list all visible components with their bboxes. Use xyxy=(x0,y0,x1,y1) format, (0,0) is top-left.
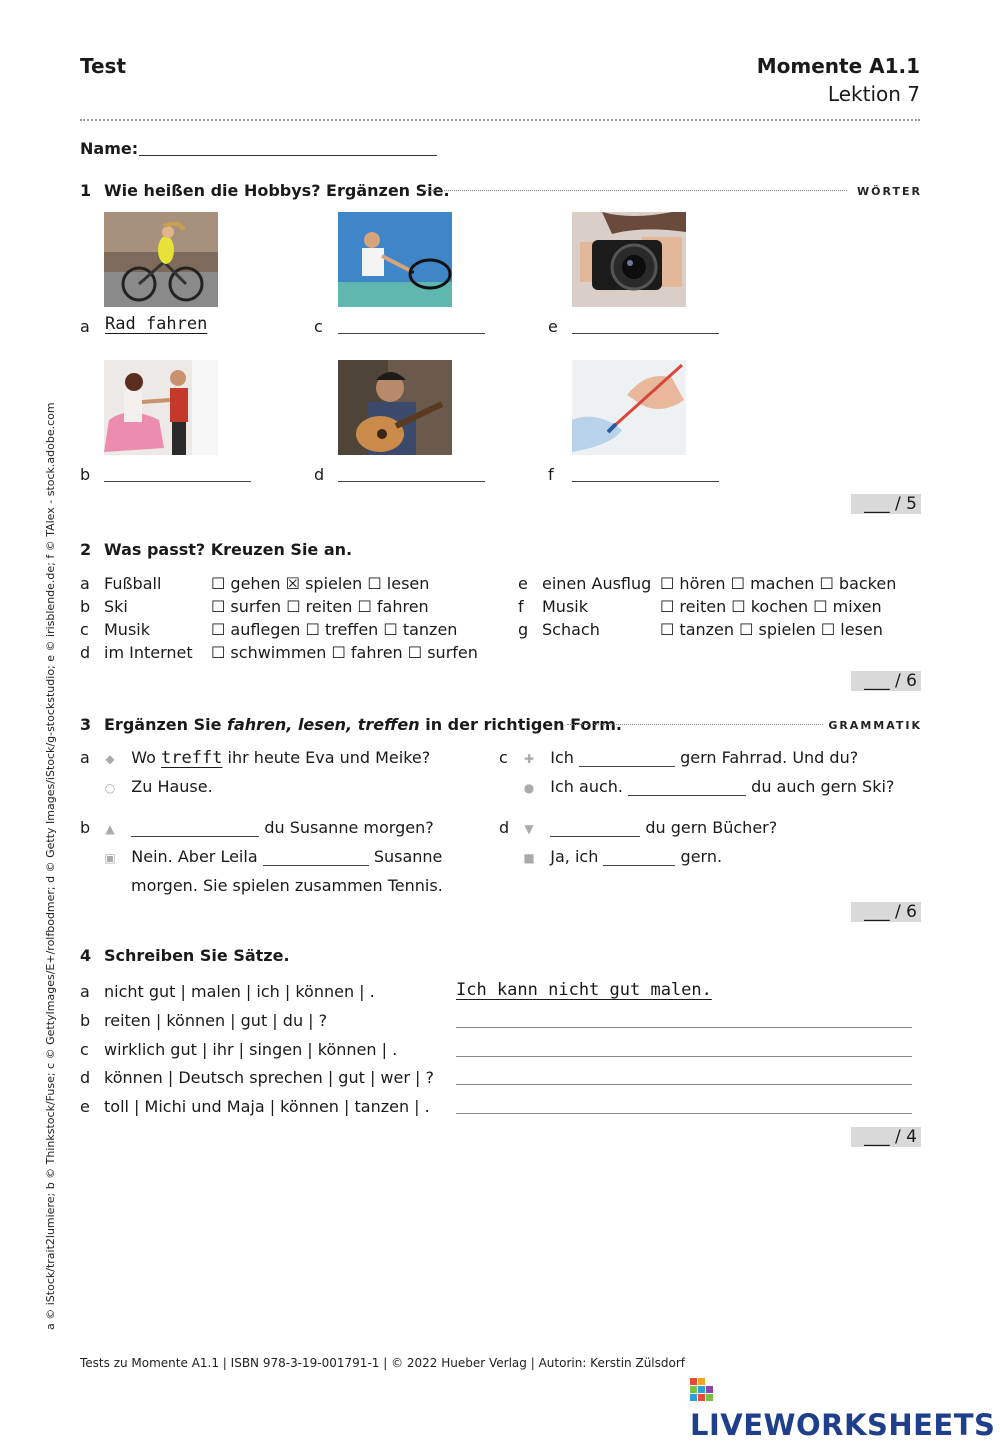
task2-options[interactable]: ☐ gehen ☒ spielen ☐ lesen xyxy=(211,574,430,593)
task3-title-verbs: fahren, lesen, treffen xyxy=(227,715,420,734)
task3-d-blank1[interactable] xyxy=(550,818,640,837)
photo-credits: a © iStock/trait2lumiere; b © Thinkstock/Fuse; c © GettyImages/E+/rolfbodmer; d © Getty Images/iStock/g-stockstudio; e © irisblende.de; f © TAlex - stock.adobe.com xyxy=(44,402,57,1330)
task2-word: einen Ausflug xyxy=(542,574,652,593)
task3-b-blank1[interactable] xyxy=(131,818,259,837)
task3-b-line3: morgen. Sie spielen zusammen Tennis. xyxy=(131,876,443,895)
task4-text: wirklich gut | ihr | singen | können | . xyxy=(104,1040,398,1059)
task4-letter: e xyxy=(80,1097,90,1116)
task3-c-blank1[interactable] xyxy=(579,748,675,767)
name-input[interactable] xyxy=(139,155,437,156)
task4-text: nicht gut | malen | ich | können | . xyxy=(104,982,375,1001)
task4-answer-e[interactable] xyxy=(456,1113,912,1114)
task1-letter-d: d xyxy=(314,465,325,484)
task3-heading xyxy=(80,715,622,734)
task3-c-blank2[interactable] xyxy=(628,777,746,796)
task1-letter-f: f xyxy=(548,465,554,484)
task2-letter: f xyxy=(518,597,524,616)
task4-answer-d[interactable] xyxy=(456,1084,912,1085)
task3-a-answer[interactable]: trefft xyxy=(161,748,223,768)
triangle-down-icon: ▼ xyxy=(524,822,534,836)
task1-answer-a[interactable]: Rad fahren xyxy=(105,314,208,334)
task2-title: Was passt? Kreuzen Sie an. xyxy=(104,540,353,559)
task4-score[interactable]: ___ / 4 xyxy=(851,1127,921,1147)
task2-number: 2 xyxy=(80,540,92,559)
task3-c-line1 xyxy=(499,748,858,767)
task2-options[interactable]: ☐ auflegen ☐ treffen ☐ tanzen xyxy=(211,620,458,639)
task3-c-text: Ich auch. xyxy=(550,777,623,796)
task2-options[interactable]: ☐ schwimmen ☐ fahren ☐ surfen xyxy=(211,643,478,662)
painting-photo xyxy=(572,360,686,455)
task2-row-f xyxy=(518,597,882,616)
task3-letter: c xyxy=(499,748,508,767)
task1-number: 1 xyxy=(80,181,92,200)
task2-letter: e xyxy=(518,574,528,593)
task2-word: Musik xyxy=(542,597,588,616)
task1-letter-a: a xyxy=(80,317,90,336)
square-icon: ▣ xyxy=(104,851,116,865)
task2-row-g xyxy=(518,620,883,639)
task1-answer-e[interactable] xyxy=(572,333,719,334)
task3-a-line2 xyxy=(80,777,213,796)
footer-info: Tests zu Momente A1.1 | ISBN 978-3-19-001791-1 | © 2022 Hueber Verlag | Autorin: Kerstin Zülsdorf xyxy=(80,1356,685,1370)
dancing-photo xyxy=(104,360,218,455)
task4-row-e xyxy=(80,1097,430,1116)
task3-d-line1 xyxy=(499,818,777,837)
task3-a-text: Wo xyxy=(131,748,156,767)
task3-number: 3 xyxy=(80,715,92,734)
task2-word: Fußball xyxy=(104,574,162,593)
task2-row-c xyxy=(80,620,457,639)
task1-answer-f[interactable] xyxy=(572,481,719,482)
task3-d-text: Ja, ich xyxy=(550,847,599,866)
task4-row-a xyxy=(80,982,375,1001)
task4-row-d xyxy=(80,1068,434,1087)
task2-row-a xyxy=(80,574,429,593)
task3-b-text: du Susanne morgen? xyxy=(264,818,434,837)
task3-c-text: Ich xyxy=(550,748,574,767)
task2-options[interactable]: ☐ reiten ☐ kochen ☐ mixen xyxy=(660,597,882,616)
task3-d-blank2[interactable] xyxy=(603,847,675,866)
header-test-title: Test xyxy=(80,54,127,78)
header-lesson: Lektion 7 xyxy=(827,82,920,106)
task3-d-text: du gern Bücher? xyxy=(645,818,778,837)
task1-answer-b[interactable] xyxy=(104,481,251,482)
task3-letter: d xyxy=(499,818,510,837)
task3-letter: b xyxy=(80,818,91,837)
task4-answer-b[interactable] xyxy=(456,1027,912,1028)
task1-title: Wie heißen die Hobbys? Ergänzen Sie. xyxy=(104,181,450,200)
task4-text: können | Deutsch sprechen | gut | wer | ? xyxy=(104,1068,434,1087)
task1-letter-c: c xyxy=(314,317,323,336)
task1-tag: WÖRTER xyxy=(857,185,922,198)
header-book-title: Momente A1.1 xyxy=(756,54,920,78)
task3-letter: a xyxy=(80,748,90,767)
cycling-photo xyxy=(104,212,218,307)
task4-title: Schreiben Sie Sätze. xyxy=(104,946,290,965)
task3-score[interactable]: ___ / 6 xyxy=(851,902,921,922)
dot-icon: ● xyxy=(523,781,535,795)
guitar-photo xyxy=(338,360,452,455)
task3-c-text: du auch gern Ski? xyxy=(751,777,895,796)
filled-square-icon: ■ xyxy=(523,851,535,865)
task2-word: Schach xyxy=(542,620,600,639)
task4-text: reiten | können | gut | du | ? xyxy=(104,1011,328,1030)
task2-row-e xyxy=(518,574,896,593)
task3-b-line2 xyxy=(80,847,442,866)
task2-letter: b xyxy=(80,597,91,616)
task2-letter: d xyxy=(80,643,91,662)
task4-row-c xyxy=(80,1040,397,1059)
task3-b-text: Nein. Aber Leila xyxy=(131,847,258,866)
camera-photo xyxy=(572,212,686,307)
task3-d-line2 xyxy=(499,847,722,866)
task2-word: Musik xyxy=(104,620,150,639)
task2-letter: g xyxy=(518,620,529,639)
task4-heading xyxy=(80,946,290,965)
task3-c-line2 xyxy=(499,777,894,796)
liveworksheets-logo-icon xyxy=(690,1378,714,1402)
task2-options[interactable]: ☐ tanzen ☐ spielen ☐ lesen xyxy=(660,620,883,639)
brand-logo[interactable] xyxy=(690,1374,1000,1442)
task1-heading xyxy=(80,181,450,200)
task3-b-text: Susanne xyxy=(373,847,443,866)
plus-icon: ✚ xyxy=(523,752,535,766)
task3-a-line1 xyxy=(80,748,430,768)
task4-letter: d xyxy=(80,1068,91,1087)
task1-dots xyxy=(423,190,847,191)
task1-answer-d[interactable] xyxy=(338,481,485,482)
task3-c-text: gern Fahrrad. Und du? xyxy=(680,748,859,767)
task4-answer-a[interactable]: Ich kann nicht gut malen. xyxy=(456,980,712,1000)
header-divider xyxy=(80,119,920,121)
task2-score[interactable]: ___ / 6 xyxy=(851,671,921,691)
task1-letter-b: b xyxy=(80,465,91,484)
task1-letter-e: e xyxy=(548,317,558,336)
task2-letter: c xyxy=(80,620,89,639)
circle-icon: ○ xyxy=(104,781,116,795)
brand-text: LIVEWORKSHEETS xyxy=(690,1408,996,1442)
task2-options[interactable]: ☐ hören ☐ machen ☐ backen xyxy=(660,574,897,593)
task2-word: Ski xyxy=(104,597,128,616)
task4-letter: c xyxy=(80,1040,89,1059)
task3-title-prefix: Ergänzen Sie xyxy=(104,715,228,734)
task2-row-b xyxy=(80,597,429,616)
task3-tag: GRAMMATIK xyxy=(828,719,922,732)
task2-options[interactable]: ☐ surfen ☐ reiten ☐ fahren xyxy=(211,597,429,616)
name-label: Name: xyxy=(80,139,139,158)
triangle-icon: ▲ xyxy=(105,822,115,836)
task4-number: 4 xyxy=(80,946,92,965)
task3-a-reply: Zu Hause. xyxy=(131,777,213,796)
diamond-icon: ◆ xyxy=(105,752,115,766)
task4-letter: a xyxy=(80,982,90,1001)
task1-answer-c[interactable] xyxy=(338,333,485,334)
task4-text: toll | Michi und Maja | können | tanzen | . xyxy=(104,1097,430,1116)
task2-heading xyxy=(80,540,352,559)
task2-letter: a xyxy=(80,574,90,593)
task3-dots xyxy=(567,724,823,725)
task1-score[interactable]: ___ / 5 xyxy=(851,494,921,514)
task3-d-text: gern. xyxy=(680,847,723,866)
tennis-photo xyxy=(338,212,452,307)
task3-title-suffix: in der richtigen Form. xyxy=(419,715,622,734)
task3-b-line1 xyxy=(80,818,434,837)
task2-word: im Internet xyxy=(104,643,193,662)
task3-b-blank2[interactable] xyxy=(263,847,369,866)
task4-answer-c[interactable] xyxy=(456,1056,912,1057)
task3-a-text: ihr heute Eva und Meike? xyxy=(227,748,431,767)
task4-row-b xyxy=(80,1011,327,1030)
task2-row-d xyxy=(80,643,478,662)
task4-letter: b xyxy=(80,1011,91,1030)
